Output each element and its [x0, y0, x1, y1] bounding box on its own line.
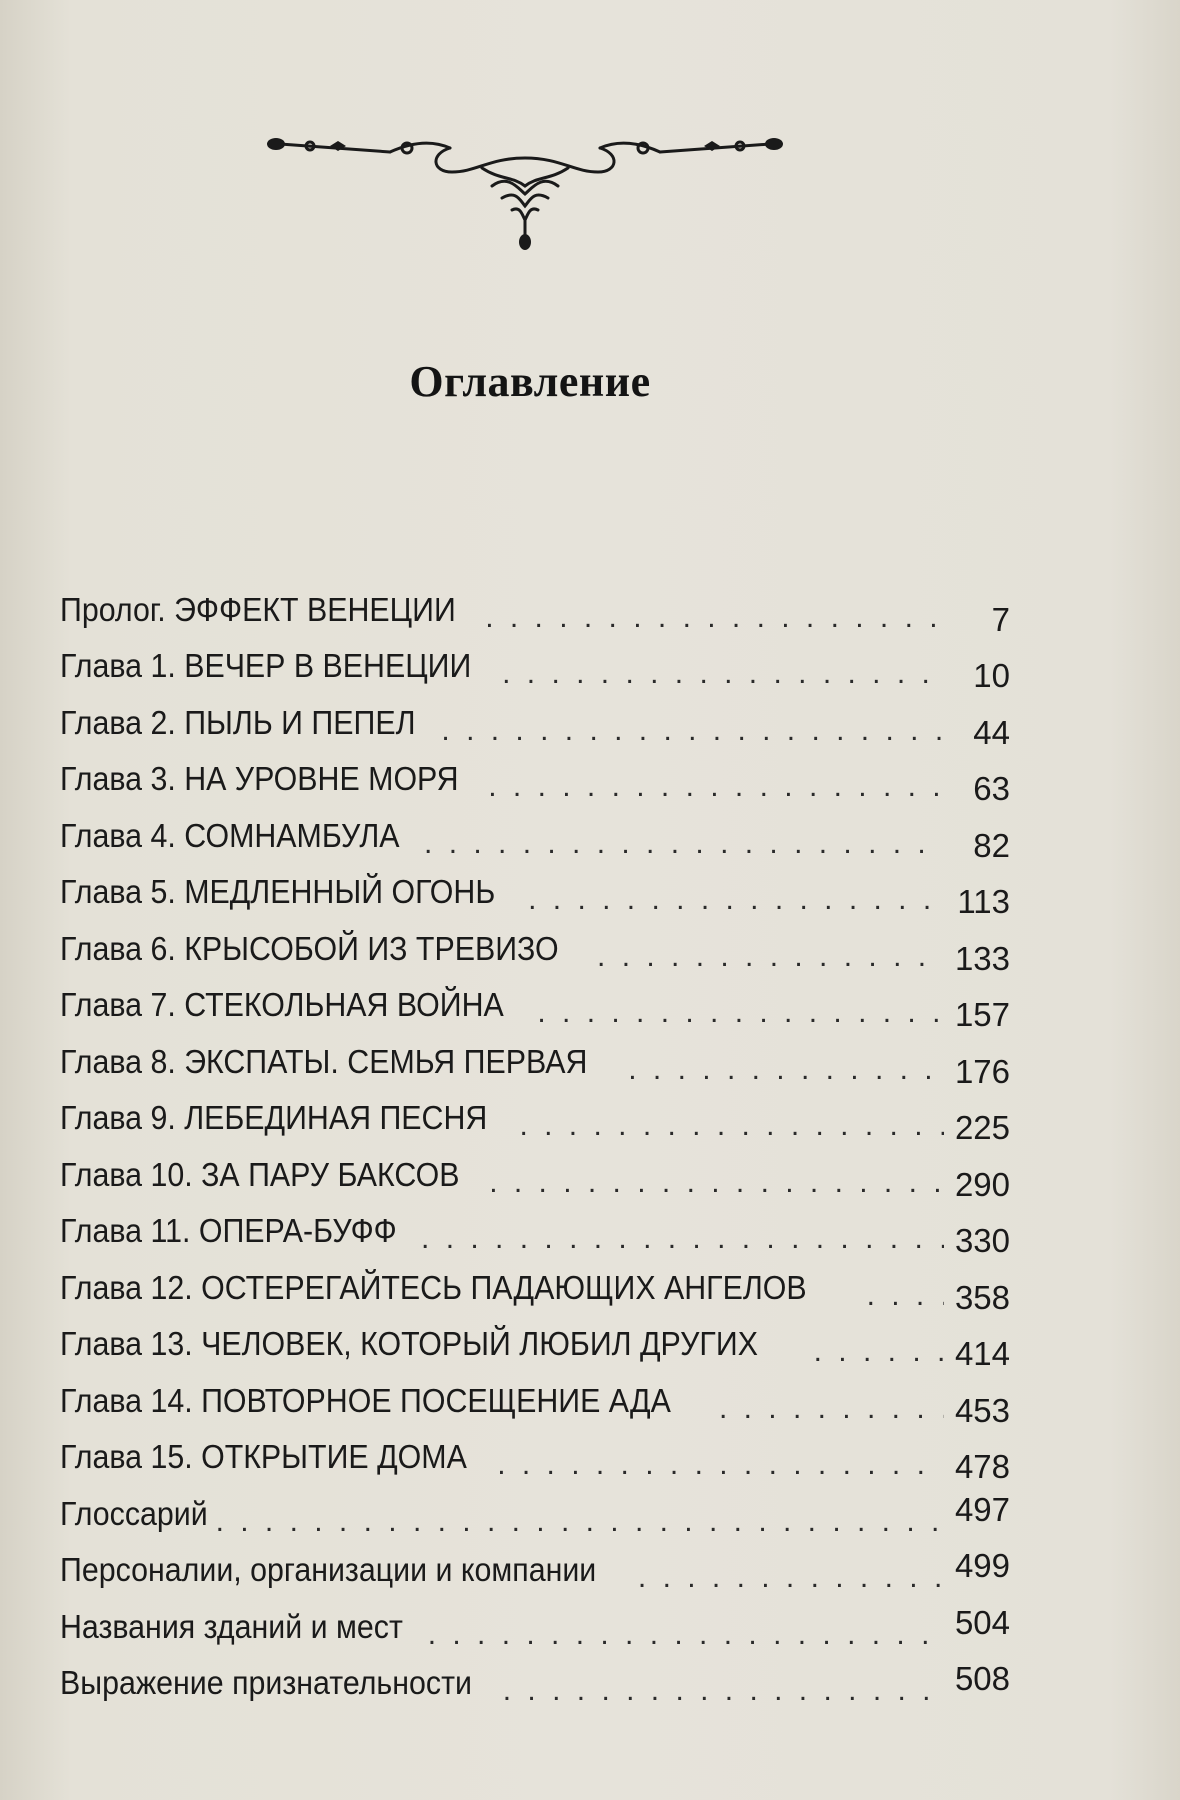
toc-entry-label: Глава 5. МЕДЛЕННЫЙ ОГОНЬ [60, 873, 496, 910]
dot-leader [424, 827, 944, 861]
toc-entry-page: 358 [954, 1278, 1010, 1316]
toc-entry-label: Глава 11. ОПЕРА-БУФФ [60, 1212, 397, 1249]
toc-entry-label: Глава 12. ОСТЕРЕГАЙТЕСЬ ПАДАЮЩИХ АНГЕЛОВ [60, 1268, 807, 1306]
toc-entry-label: Пролог. ЭФФЕКТ ВЕНЕЦИИ [60, 590, 456, 628]
toc-entry-page: 330 [954, 1222, 1010, 1259]
toc-entry-page: 7 [991, 600, 1010, 638]
toc-entry-label: Названия зданий и мест [60, 1607, 403, 1645]
toc-entry-page: 82 [973, 826, 1010, 864]
dot-leader [528, 883, 944, 917]
toc-entry-label: Глава 4. СОМНАМБУЛА [60, 816, 400, 854]
toc-entry-label: Персоналии, организации и компании [60, 1551, 597, 1588]
toc-entry-page: 44 [973, 713, 1010, 751]
table-of-contents [60, 572, 1010, 1702]
toc-entry [60, 1646, 1010, 1703]
toc-entry-page: 157 [954, 996, 1010, 1033]
toc-entry-page: 113 [957, 883, 1010, 920]
dot-leader [519, 1109, 944, 1143]
toc-entry-label: Выражение признательности [60, 1664, 472, 1701]
toc-entry [60, 1024, 1010, 1090]
toc-entry [60, 1533, 1010, 1590]
dot-leader [421, 1222, 944, 1256]
dot-leader [428, 1618, 944, 1652]
dot-leader [638, 1561, 944, 1595]
toc-entry-label: Глава 8. ЭКСПАТЫ. СЕМЬЯ ПЕРВАЯ [60, 1042, 588, 1080]
dot-leader [485, 601, 944, 635]
toc-entry-label: Глава 2. ПЫЛЬ И ПЕПЕЛ [60, 703, 416, 741]
dot-leader [488, 770, 944, 804]
toc-entry-page: 133 [954, 939, 1010, 977]
toc-entry-label: Глава 14. ПОВТОРНОЕ ПОСЕЩЕНИЕ АДА [60, 1381, 671, 1419]
toc-entry-page: 497 [954, 1490, 1010, 1528]
dot-leader [503, 1674, 944, 1708]
toc-entry-page: 225 [954, 1109, 1010, 1146]
toc-entry-label: Глоссарий [60, 1494, 208, 1532]
toc-entry [60, 1589, 1010, 1646]
toc-entry-page: 63 [973, 770, 1010, 807]
dot-leader [489, 1166, 944, 1200]
decorative-flourish-icon [262, 128, 788, 258]
toc-entry-label: Глава 10. ЗА ПАРУ БАКСОВ [60, 1155, 460, 1193]
toc-entry [60, 742, 1010, 807]
dot-leader [216, 1505, 944, 1539]
toc-entry [60, 629, 1010, 694]
dot-leader [597, 940, 944, 974]
dot-leader [537, 996, 944, 1030]
toc-entry-page: 290 [954, 1165, 1010, 1203]
dot-leader [497, 1448, 944, 1482]
toc-entry [60, 855, 1010, 920]
toc-entry [60, 1081, 1010, 1146]
toc-entry [60, 911, 1010, 977]
toc-entry-page: 10 [973, 657, 1010, 694]
toc-entry-label: Глава 15. ОТКРЫТИЕ ДОМА [60, 1438, 467, 1475]
toc-entry-page: 508 [954, 1660, 1010, 1697]
toc-entry-label: Глава 6. КРЫСОБОЙ ИЗ ТРЕВИЗО [60, 929, 559, 967]
toc-entry-label: Глава 3. НА УРОВНЕ МОРЯ [60, 760, 459, 797]
toc-entry-label: Глава 7. СТЕКОЛЬНАЯ ВОЙНА [60, 986, 504, 1023]
dot-leader [814, 1335, 944, 1369]
toc-entry-page: 504 [954, 1603, 1010, 1641]
toc-entry-page: 414 [954, 1335, 1010, 1372]
toc-entry [60, 1420, 1010, 1485]
toc-entry [60, 1363, 1010, 1429]
dot-leader [502, 657, 944, 691]
toc-entry [60, 1250, 1010, 1316]
toc-entry-label: Глава 1. ВЕЧЕР В ВЕНЕЦИИ [60, 647, 472, 684]
dot-leader [867, 1279, 944, 1313]
dot-leader [719, 1392, 944, 1426]
toc-entry-page: 453 [954, 1391, 1010, 1429]
dot-leader [441, 714, 944, 748]
toc-entry [60, 1307, 1010, 1372]
dot-leader [628, 1053, 944, 1087]
toc-entry [60, 1476, 1010, 1533]
toc-entry-page: 176 [954, 1052, 1010, 1090]
toc-entry-page: 499 [954, 1547, 1010, 1584]
toc-entry [60, 1137, 1010, 1203]
toc-entry-label: Глава 9. ЛЕБЕДИНАЯ ПЕСНЯ [60, 1099, 488, 1136]
toc-entry [60, 968, 1010, 1033]
toc-entry [60, 572, 1010, 638]
toc-entry-page: 478 [954, 1448, 1010, 1485]
toc-entry [60, 685, 1010, 751]
page-title: Оглавление [409, 357, 651, 406]
toc-entry [60, 798, 1010, 864]
toc-entry-label: Глава 13. ЧЕЛОВЕК, КОТОРЫЙ ЛЮБИЛ ДРУГИХ [60, 1325, 758, 1362]
toc-entry [60, 1194, 1010, 1259]
